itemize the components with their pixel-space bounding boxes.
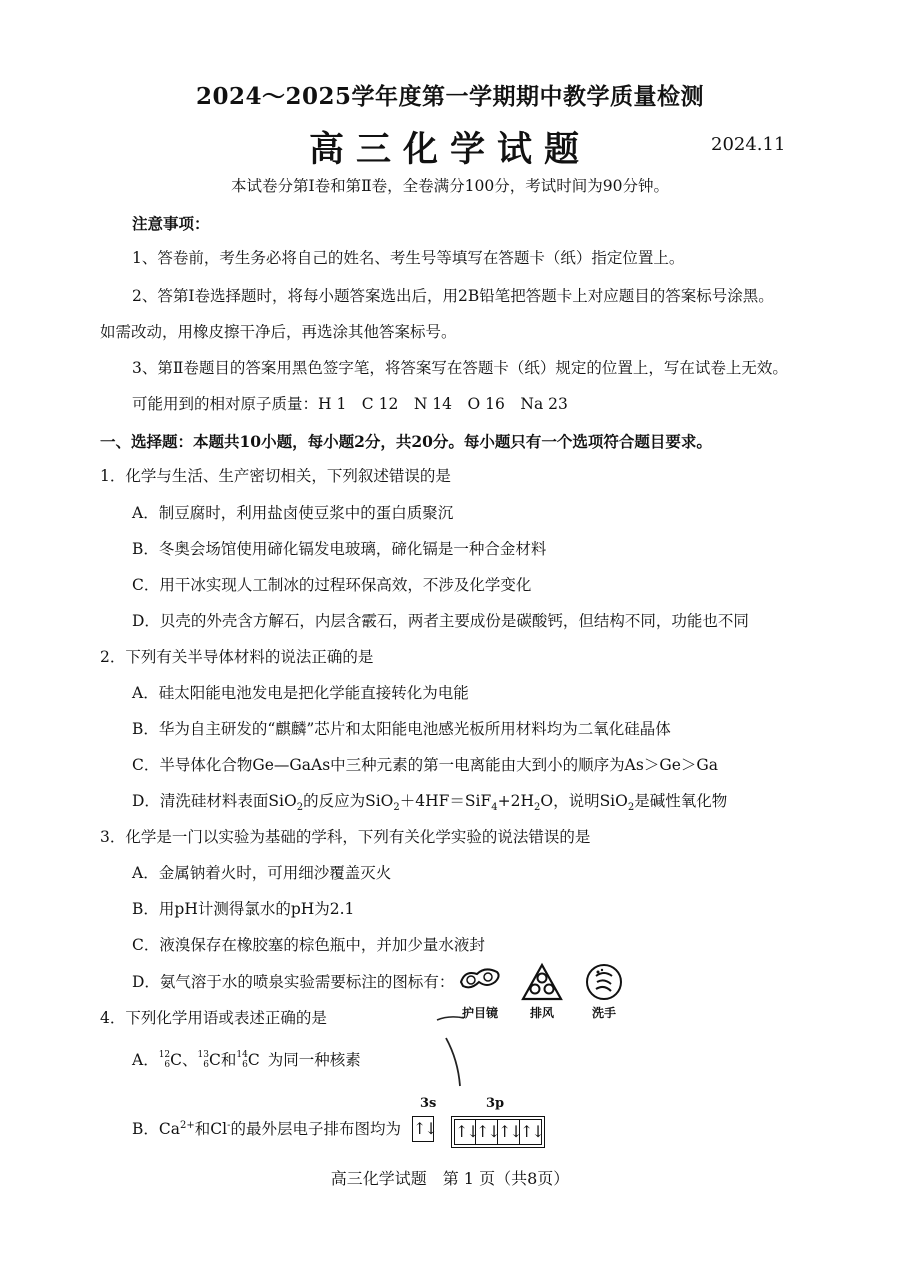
q2d-sub: 2	[296, 802, 304, 814]
nuclide	[198, 1050, 221, 1070]
page-title: 高三化学试题	[308, 129, 591, 170]
question-2-option-b: B．华为自主研发的“麒麟”芯片和太阳能电池感光板所用材料均为二氧化硅晶体	[132, 720, 671, 738]
notice-heading: 注意事项：	[132, 214, 210, 233]
orbital-3p	[451, 1116, 545, 1148]
charge: 2+	[180, 1120, 195, 1131]
exhaust-fan-icon-group	[515, 962, 569, 1021]
orbital-3s	[412, 1116, 434, 1142]
wash-hands-label: 洗手	[591, 1006, 616, 1020]
q4a-suffix: 为同一种核素	[267, 1051, 361, 1069]
question-2-option-c: C．半导体化合物Ge—GaAs中三种元素的第一电离能由大到小的顺序为As＞Ge＞Ga	[132, 756, 719, 774]
q2d-sub: 2	[627, 802, 635, 814]
exam-name: 2024～2025学年度第一学期期中教学质量检测	[195, 83, 705, 110]
page-footer: 高三化学试题 第 1 页（共8页）	[330, 1169, 570, 1188]
q2d-text-5: O，说明SiO	[540, 792, 628, 810]
orbital-box: ↑↓	[476, 1119, 498, 1145]
question-1-option-a: A．制豆腐时，利用盐卤使豆浆中的蛋白质聚沉	[132, 504, 454, 522]
charge: -	[227, 1120, 231, 1131]
question-2-option-d	[132, 791, 727, 818]
question-1-stem: 1．化学与生活、生产密切相关，下列叙述错误的是	[100, 467, 451, 485]
q2d-text-6: 是碱性氧化物	[634, 792, 728, 810]
mass-number: 12	[158, 1050, 171, 1060]
atomic-number: 6	[242, 1060, 248, 1070]
element-symbol: C	[209, 1051, 221, 1069]
orbital-3s-label: 3s	[420, 1096, 437, 1111]
notice-item-2-cont: 如需改动，用橡皮擦干净后，再选涂其他答案标号。	[100, 323, 457, 341]
q2d-sub: 2	[393, 802, 400, 814]
exhaust-fan-label: 排风	[529, 1006, 554, 1020]
mass-number: 14	[236, 1050, 248, 1060]
wash-hands-icon-group	[577, 962, 631, 1021]
pencil-mark	[434, 1012, 484, 1092]
notice-item-1: 1、答卷前，考生务必将自己的姓名、考生号等填写在答题卡（纸）指定位置上。	[132, 249, 685, 267]
atomic-number: 6	[203, 1060, 209, 1070]
exhaust-fan-icon	[520, 962, 564, 1002]
question-2-option-a: A．硅太阳能电池发电是把化学能直接转化为电能	[132, 684, 469, 702]
orbital-box: ↑↓	[412, 1116, 434, 1142]
notice-item-3: 3、第Ⅱ卷题目的答案用黑色签字笔，将答案写在答题卡（纸）规定的位置上，写在试卷上无效。	[132, 359, 788, 377]
goggles-label: 护目镜	[461, 1006, 498, 1020]
q2d-text-4: +2H	[497, 792, 534, 810]
exam-date: 2024.11	[711, 134, 786, 155]
atomic-masses: 可能用到的相对原子质量：H 1 C 12 N 14 O 16 Na 23	[132, 395, 568, 413]
element-symbol: C	[247, 1051, 260, 1069]
question-1-option-b: B．冬奥会场馆使用碲化镉发电玻璃，碲化镉是一种合金材料	[132, 540, 547, 558]
q2d-text-2: 的反应为SiO	[303, 792, 394, 810]
q4b-prefix: B．Ca	[132, 1120, 180, 1139]
q2d-text-1: D．清洗硅材料表面SiO	[132, 792, 297, 810]
q2d-text-3: ＋4HF＝SiF	[399, 792, 492, 810]
orbital-box: ↑↓	[454, 1119, 476, 1145]
q4a-and: 和	[220, 1051, 237, 1069]
orbital-box: ↑↓	[498, 1119, 520, 1145]
question-4-option-a	[132, 1050, 361, 1070]
nuclide	[236, 1050, 259, 1070]
question-3-option-c: C．液溴保存在橡胶塞的棕色瓶中，并加少量水液封	[132, 936, 485, 954]
q4b-suffix: 的最外层电子排布图均为	[230, 1120, 401, 1139]
goggles-icon	[455, 962, 505, 1002]
question-3-option-b: B．用pH计测得氯水的pH为2.1	[132, 900, 355, 918]
q4a-sep: 、	[182, 1051, 198, 1069]
orbital-box: ↑↓	[520, 1119, 542, 1145]
question-1-option-d: D．贝壳的外壳含方解石，内层含霰石，两者主要成份是碳酸钙，但结构不同，功能也不同	[132, 612, 749, 630]
question-4-option-b	[132, 1116, 401, 1139]
mass-number: 13	[197, 1050, 209, 1060]
question-4-stem: 4．下列化学用语或表述正确的是	[100, 1009, 327, 1027]
q4a-prefix: A．	[132, 1051, 159, 1069]
exam-intro: 本试卷分第Ⅰ卷和第Ⅱ卷，全卷满分100分，考试时间为90分钟。	[231, 177, 669, 195]
question-3-option-d: D．氨气溶于水的喷泉实验需要标注的图标有：	[132, 973, 455, 991]
element-symbol: C	[170, 1051, 183, 1069]
nuclide	[159, 1050, 182, 1070]
q2d-sub: 2	[533, 802, 541, 814]
question-1-option-c: C．用干冰实现人工制冰的过程环保高效，不涉及化学变化	[132, 576, 532, 594]
atomic-number: 6	[164, 1060, 171, 1070]
question-2-stem: 2．下列有关半导体材料的说法正确的是	[100, 648, 374, 666]
question-3-option-a: A．金属钠着火时，可用细沙覆盖灭火	[132, 864, 392, 882]
question-3-stem: 3．化学是一门以实验为基础的学科，下列有关化学实验的说法错误的是	[100, 828, 591, 846]
section-heading: 一、选择题：本题共10小题，每小题2分，共20分。每小题只有一个选项符合题目要求。	[100, 432, 712, 451]
wash-hands-icon	[584, 962, 624, 1002]
orbital-3p-label: 3p	[486, 1096, 505, 1111]
q4b-and: 和Cl	[194, 1120, 228, 1139]
notice-item-2: 2、答第Ⅰ卷选择题时，将每小题答案选出后，用2B铅笔把答题卡上对应题目的答案标号涂黑。	[132, 287, 774, 305]
q2d-sub: 4	[491, 802, 498, 814]
